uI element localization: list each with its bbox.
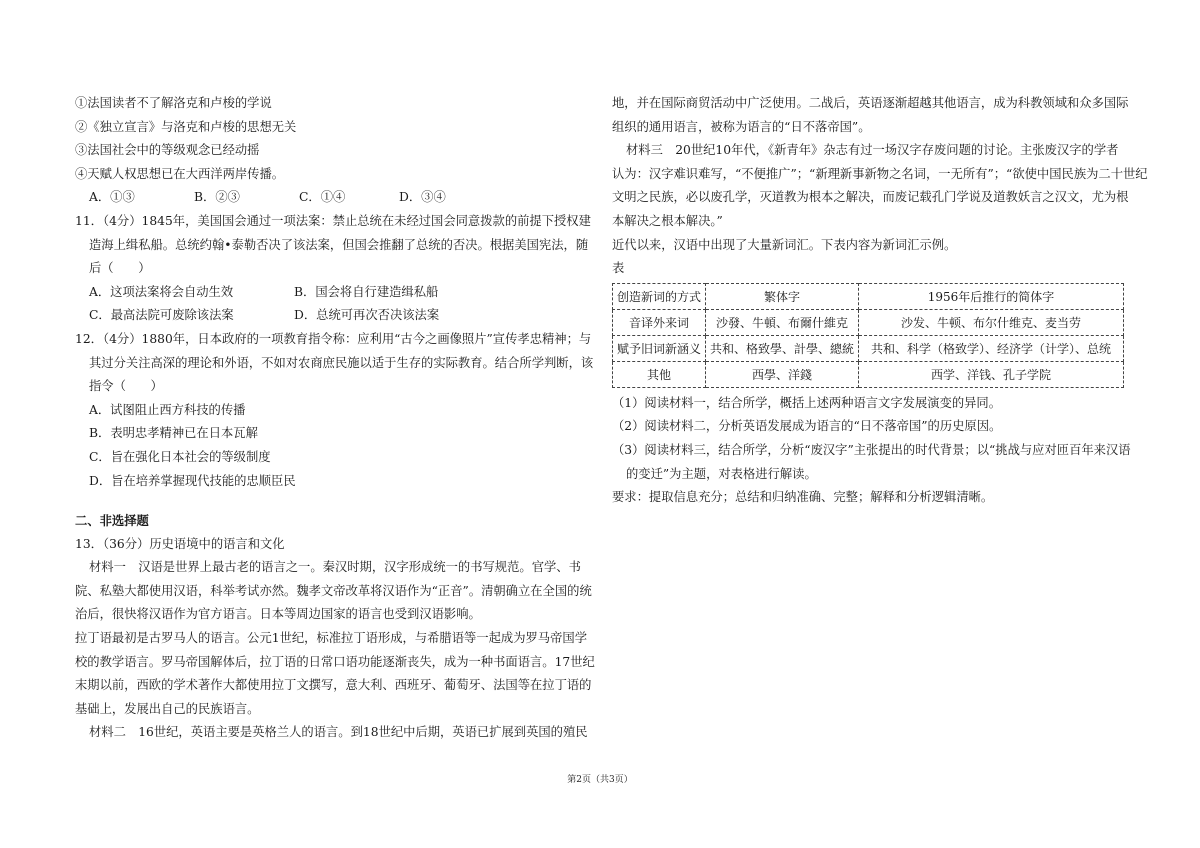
table-header-cell: 1956年后推行的简体字 [859,283,1124,309]
latin-line-3: 末期以前，西欧的学术著作大都使用拉丁文撰写，意大利、西班牙、葡萄牙、法国等在拉丁语的 [75,678,592,693]
material1-line-2: 院、私塾大都使用汉语，科举考试亦然。魏孝文帝改革将汉语作为“正音”。清朝确立在全国的统 [75,583,592,598]
table-header-cell: 繁体字 [706,283,859,309]
material2-line-3: 组织的通用语言，被称为语言的“日不落帝国”。 [612,119,871,134]
q11-option-a: A．这项法案将会自动生效 [89,284,234,299]
q10-statement-2: ②《独立宣言》与洛克和卢梭的思想无关 [75,119,297,134]
q12-option-b: B．表明忠孝精神已在日本瓦解 [89,426,258,441]
material1-line-1: 材料一 汉语是世界上最古老的语言之一。秦汉时期，汉字形成统一的书写规范。官学、书 [89,560,581,575]
left-column [75,92,595,745]
q11-options-row-2 [75,304,595,328]
q12-line-2: 其过分关注高深的理论和外语，不如对农商庶民施以适于生存的实际教育。结合所学判断，该 [89,355,594,370]
material1-line-3: 治后，很快将汉语作为官方语言。日本等周边国家的语言也受到汉语影响。 [75,607,481,622]
q10-statement-3: ③法国社会中的等级观念已经动摇 [75,143,260,158]
material3-line-3: 文明之民族，必以废孔学，灭道教为根本之解决，而废记载孔门学说及道教妖言之汉文，尤为根 [612,190,1129,205]
q11-option-c: C．最高法院可废除该法案 [89,308,234,323]
q12-line-3: 指令（ ） [89,379,163,394]
table-cell: 共和、格致學、計學、總統 [706,335,859,361]
latin-line-2: 校的教学语言。罗马帝国解体后，拉丁语的日常口语功能逐渐丧失，成为一种书面语言。17世纪 [75,654,595,669]
right-column [612,92,1148,510]
table-cell: 沙发、牛顿、布尔什维克、麦当劳 [859,309,1124,335]
latin-line-1: 拉丁语最初是古罗马人的语言。公元1世纪，标准拉丁语形成，与希腊语等一起成为罗马帝国学 [75,631,587,646]
table-cell: 沙發、牛頓、布爾什維克 [706,309,859,335]
section-gap [75,493,595,509]
q10-option-b: B．②③ [194,190,240,205]
q10-statement-1: ①法国读者不了解洛克和卢梭的学说 [75,96,272,110]
q10-options [75,186,595,210]
table-cell: 西學、洋錢 [706,361,859,387]
q12-line-1: 12．（4分）1880年，日本政府的一项教育指令称：应利用“古今之画像照片”宣传孝忠精神；与 [75,331,592,346]
table-cell: 其他 [613,361,706,387]
q11-options-row-1 [75,281,595,305]
section2-title: 二、非选择题 [75,513,149,529]
material2-line-2: 地，并在国际商贸活动中广泛使用。二战后，英语逐渐超越其他语言，成为科教领域和众多国际 [612,96,1129,110]
question-3-line-1: （3）阅读材料三，结合所学，分析“废汉字”主张提出的时代背景；以“挑战与应对匝百年来汉语 [612,442,1131,457]
material3-line-2: 认为：汉字难识难写，“不便推广”；“新理新事新物之名词，一无所有”；“欲使中国民族为二十世纪 [612,166,1148,181]
table-cell: 音译外来词 [613,309,706,335]
table-label: 表 [612,261,625,276]
table-row [613,309,1124,335]
material2-line-1: 材料二 16世纪，英语主要是英格兰人的语言。到18世纪中后期，英语已扩展到英国的殖民 [89,725,588,740]
q10-statement-4: ④天赋人权思想已在大西洋两岸传播。 [75,166,285,181]
latin-line-4: 基础上，发展出自己的民族语言。 [75,701,260,716]
question-2: （2）阅读材料二，分析英语发展成为语言的“日不落帝国”的历史原因。 [612,419,1002,434]
page-footer: 第2页（共3页） [567,775,633,785]
question-1: （1）阅读材料一，结合所学，概括上述两种语言文字发展演变的异同。 [612,395,1002,410]
q12-option-c: C．旨在强化日本社会的等级制度 [89,449,271,464]
q11-option-b: B．国会将自行建造缉私船 [294,284,439,299]
q12-option-d: D．旨在培养掌握现代技能的忠顺臣民 [89,473,296,488]
table-header-cell: 创造新词的方式 [613,283,706,309]
material3-line-1: 材料三 20世纪10年代，《新青年》杂志有过一场汉字存废问题的讨论。主张废汉字的学者 [626,143,1119,158]
table-cell: 赋予旧词新涵义 [613,335,706,361]
q11-line-2: 造海上缉私船。总统约翰•泰勒否决了该法案，但国会推翻了总统的否决。根据美国宪法，随 [89,237,589,252]
requirement: 要求：提取信息充分；总结和归纳准确、完整；解释和分析逻辑清晰。 [612,490,994,505]
question-3-line-2: 的变迁”为主题，对表格进行解读。 [626,466,817,481]
table-row [613,361,1124,387]
q11-line-1: 11．（4分）1845年，美国国会通过一项法案：禁止总统在未经过国会同意拨款的前提下授权建 [75,213,591,228]
q12-option-a: A．试图阻止西方科技的传播 [89,402,246,417]
vocab-table [612,283,1124,388]
table-cell: 西学、洋钱、孔子学院 [859,361,1124,387]
q10-option-a: A．①③ [89,190,135,205]
table-header-row [613,283,1124,309]
table-row [613,335,1124,361]
table-cell: 共和、科学（格致学）、经济学（计学）、总统 [859,335,1124,361]
q13-title: 13．（36分）历史语境中的语言和文化 [75,536,285,551]
vocab-intro: 近代以来，汉语中出现了大量新词汇。下表内容为新词汇示例。 [612,237,957,252]
q11-line-3: 后（ ） [89,261,151,276]
material3-line-4: 本解决之根本解决。” [612,213,723,228]
q11-option-d: D．总统可再次否决该法案 [294,308,440,323]
q10-option-d: D．③④ [399,190,446,205]
q10-option-c: C．①④ [299,190,346,205]
